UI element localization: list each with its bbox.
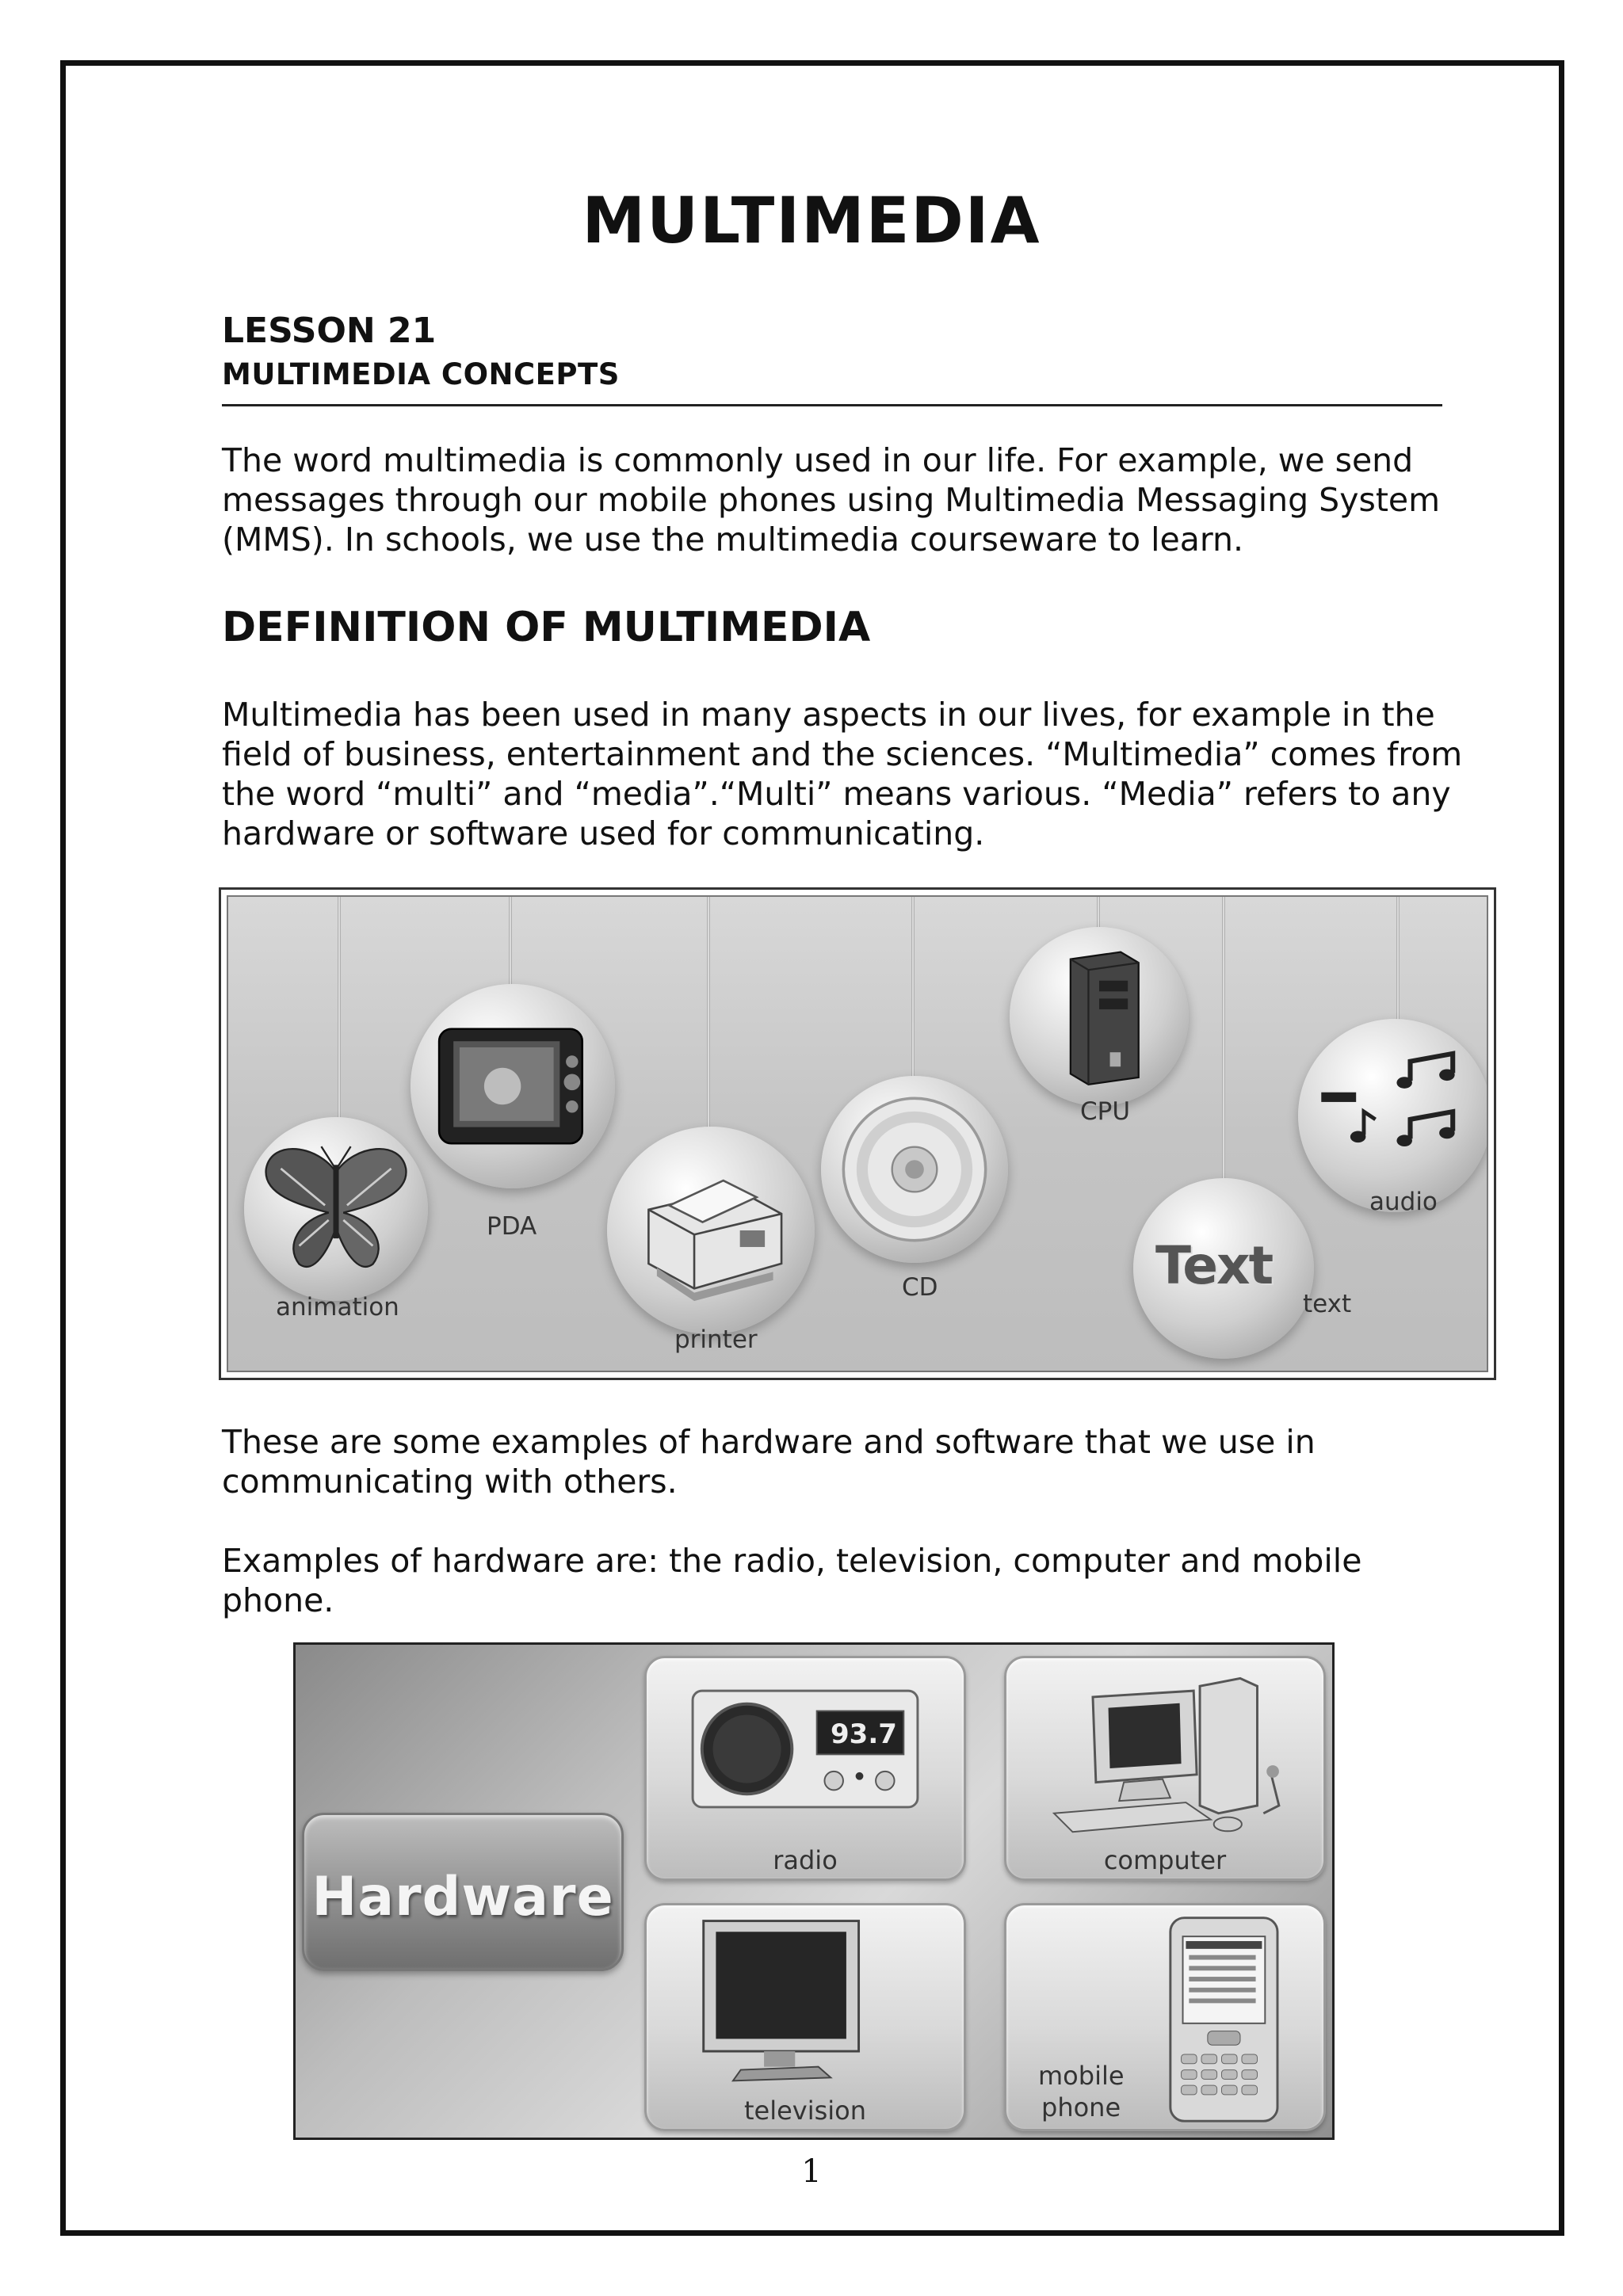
radio-label: radio bbox=[773, 1845, 838, 1875]
audio-label: audio bbox=[1369, 1188, 1438, 1216]
animation-orb bbox=[244, 1117, 428, 1301]
intro-line: (MMS). In schools, we use the multimedia courseware to learn. bbox=[222, 521, 1244, 559]
cd-icon bbox=[821, 1076, 1008, 1263]
hardware-examples-line: Examples of hardware are: the radio, television, computer and mobile bbox=[222, 1542, 1362, 1580]
hardware-intro-paragraph bbox=[222, 1422, 1316, 1501]
definition-line: the word “multi” and “media”.“Multi” means various. “Media” refers to any bbox=[222, 775, 1451, 813]
definition-line: field of business, entertainment and the sciences. “Multimedia” comes from bbox=[222, 735, 1463, 773]
radio-tile bbox=[644, 1656, 966, 1881]
audio-orb bbox=[1298, 1019, 1488, 1212]
printer-label: printer bbox=[674, 1325, 758, 1354]
mobile-phone-label-line2: phone bbox=[1041, 2092, 1121, 2122]
multimedia-elements-figure bbox=[219, 887, 1496, 1380]
document-title: MULTIMEDIA bbox=[582, 184, 1041, 257]
cpu-label: CPU bbox=[1080, 1097, 1131, 1126]
pda-orb bbox=[411, 984, 615, 1188]
hardware-intro-line: communicating with others. bbox=[222, 1463, 678, 1501]
printer-icon bbox=[607, 1127, 815, 1334]
hardware-examples-line: phone. bbox=[222, 1581, 334, 1619]
music-notes-icon bbox=[1298, 1019, 1488, 1212]
text-label: text bbox=[1303, 1290, 1352, 1318]
cd-label: CD bbox=[902, 1273, 938, 1302]
cpu-orb bbox=[1010, 927, 1189, 1106]
printer-orb bbox=[607, 1127, 815, 1334]
definition-paragraph bbox=[222, 695, 1462, 853]
butterfly-icon bbox=[244, 1117, 428, 1301]
television-label: television bbox=[743, 2096, 867, 2126]
text-orb bbox=[1133, 1178, 1314, 1359]
intro-line: messages through our mobile phones using Multimedia Messaging System bbox=[222, 481, 1441, 519]
text-orb-word: Text bbox=[1155, 1235, 1273, 1296]
lesson-number: LESSON 21 bbox=[222, 311, 437, 351]
computer-label: computer bbox=[1103, 1845, 1227, 1875]
computer-tile bbox=[1004, 1656, 1326, 1881]
radio-display-value: 93.7 bbox=[831, 1718, 897, 1750]
animation-label: animation bbox=[276, 1293, 399, 1322]
pda-icon bbox=[411, 984, 615, 1188]
hardware-badge-label: Hardware bbox=[311, 1866, 614, 1928]
definition-line: Multimedia has been used in many aspects in our lives, for example in the bbox=[222, 696, 1435, 734]
hardware-examples-paragraph bbox=[222, 1541, 1361, 1620]
lesson-subtitle: MULTIMEDIA CONCEPTS bbox=[222, 357, 620, 391]
mobile-phone-label-line1: mobile bbox=[1038, 2061, 1125, 2091]
intro-paragraph bbox=[222, 441, 1440, 559]
hardware-badge bbox=[302, 1813, 624, 1971]
hardware-intro-line: These are some examples of hardware and software that we use in bbox=[222, 1423, 1316, 1461]
cpu-tower-icon bbox=[1010, 927, 1189, 1106]
intro-line: The word multimedia is commonly used in our life. For example, we send bbox=[222, 441, 1414, 479]
hardware-figure bbox=[293, 1642, 1335, 2140]
pda-label: PDA bbox=[487, 1212, 537, 1241]
cd-orb bbox=[821, 1076, 1008, 1263]
section-divider bbox=[222, 404, 1442, 406]
page-number: 1 bbox=[801, 2153, 822, 2190]
definition-line: hardware or software used for communicating. bbox=[222, 814, 985, 852]
television-tile bbox=[644, 1903, 966, 2131]
definition-heading: DEFINITION OF MULTIMEDIA bbox=[222, 604, 871, 651]
mobile-phone-tile bbox=[1004, 1903, 1326, 2131]
